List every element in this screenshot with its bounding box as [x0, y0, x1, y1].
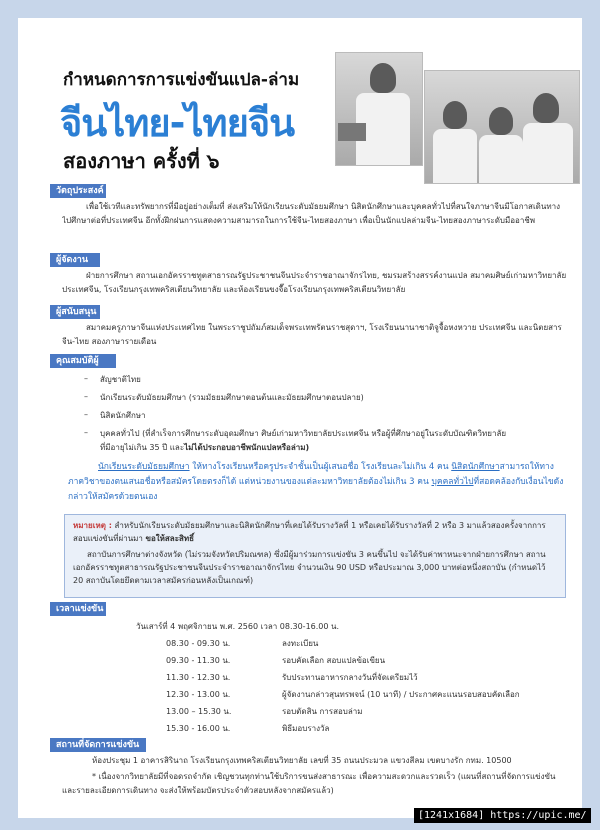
schedule-activity: พิธีมอบรางวัล	[282, 724, 330, 733]
qualification-item: นักเรียนระดับมัธยมศึกษา (รวมมัธยมศึกษาตอนต้นและมัธยมศึกษาตอนปลาย)	[100, 393, 364, 402]
schedule-time: 15.30 - 16.00 น.	[166, 724, 231, 733]
objective-text: เพื่อใช้เวทีและทรัพยากรที่มีอยู่อย่างเต็มที่ ส่งเสริมให้นักเรียนระดับมัธยมศึกษา นิสิตนักศึกษาและบุคคลทั่วไปที่สนใจภาษาจีนมีโอกาสเดินทางไปศึกษาต่อที่ประเทศจีน อีกทั้งฝึกฝนการแสดงความสามารถในการใช้จีน-ไทยสองภาษา เพื่อเป็นนักแปลล่ามจีน-ไทยสองภาษาระดับมืออาชีพ	[62, 202, 561, 225]
title-line-2: จีนไทย-ไทยจีน	[60, 101, 295, 145]
photo-certificate	[338, 123, 366, 141]
title-line-3: สองภาษา ครั้งที่ ๖	[63, 149, 220, 173]
list-dash: –	[84, 374, 88, 383]
schedule-activity: รับประทานอาหารกลางวันที่จัดเตรียมไว้	[282, 673, 418, 682]
schedule-activity: รอบตัดสิน การสอบล่าม	[282, 707, 363, 716]
note-line-1-text: สำหรับนักเรียนระดับมัธยมศึกษาและนิสิตนักศึกษาที่เคยได้รับรางวัลที่ 1 หรือเคยได้รับรางวัลที่ 2 หรือ 3 มาแล้วสองครั้งจากการสอบแข่งขันที่ผ่านมา	[73, 521, 546, 543]
note-line-1-bold: ขอให้สละสิทธิ์	[145, 534, 195, 543]
note-box	[64, 514, 566, 598]
venue-parking-note: * เนื่องจากวิทยาลัยมีที่จอดรถจำกัด เชิญชวนทุกท่านใช้บริการขนส่งสาธารณะ เพื่อความสะดวกและรวดเร็ว (แผนที่สถานที่จัดการแข่งขันและรายละเอียดการเดินทาง จะส่งให้พร้อมบัตรประจำตัวสอบหลังจากสมัครแล้ว)	[62, 772, 556, 795]
list-dash: –	[84, 428, 88, 437]
section-heading-organizer: ผู้จัดงาน	[50, 253, 100, 267]
section-heading-schedule: เวลาแข่งขัน	[50, 602, 106, 616]
schedule-time: 09.30 - 11.30 น.	[166, 656, 231, 665]
sponsor-text: สมาคมครูภาษาจีนแห่งประเทศไทย ในพระราชูปถัมภ์สมเด็จพระเทพรัตนราชสุดาฯ, โรงเรียนนานาชาติจูจื้อหงหวาย ประเทศจีน และนิตยสารจีน-ไทย สองภาษารายเดือน	[62, 323, 562, 346]
conditions-student-text: ให้ทางโรงเรียนหรือครูประจำชั้นเป็นผู้เสนอชื่อ โรงเรียนละไม่เกิน 4 คน	[189, 462, 452, 472]
conditions-university-text: สามารถให้ทางภาควิชาของตนเสนอชื่อหรือสมัครโดยตรงก็ได้ แต่หน่วยงานของแต่ละมหาวิทยาลัยต้องไม่เกิน 3 คน	[68, 462, 554, 487]
photo-student-2-body	[479, 135, 523, 183]
qualification-item-continued	[100, 441, 560, 454]
qualification-item-bold: ไม่ได้ประกอบอาชีพนักแปลหรือล่าม)	[184, 443, 310, 452]
qualification-item: นิสิตนักศึกษา	[100, 411, 146, 420]
award-photo	[335, 52, 423, 166]
note-label: หมายเหตุ :	[73, 521, 112, 530]
schedule-activity: ลงทะเบียน	[282, 639, 319, 648]
conditions-paragraph	[68, 460, 568, 506]
section-heading-venue: สถานที่จัดการแข่งขัน	[50, 738, 146, 752]
schedule-time: 08.30 - 09.30 น.	[166, 639, 231, 648]
list-dash: –	[84, 410, 88, 419]
section-heading-sponsor: ผู้สนับสนุน	[50, 305, 100, 319]
photo-student-3-head	[533, 93, 559, 123]
photo-person-head	[370, 63, 396, 93]
qualification-item-continued-text: ที่มีอายุไม่เกิน 35 ปี และ	[100, 443, 185, 452]
schedule-activity: ผู้จัดงานกล่าวสุนทรพจน์ (10 นาที) / ประกาศคะแนนรอบสอบคัดเลือก	[282, 690, 520, 699]
schedule-time: 11.30 - 12.30 น.	[166, 673, 231, 682]
conditions-general-label: บุคคลทั่วไป	[431, 477, 474, 487]
qualification-item: สัญชาติไทย	[100, 375, 141, 384]
poster-page	[18, 18, 582, 818]
schedule-time: 13.00 – 15.30 น.	[166, 707, 232, 716]
schedule-activity: รอบคัดเลือก สอบแปลข้อเขียน	[282, 656, 386, 665]
students-photo	[424, 70, 580, 184]
photo-student-1-body	[433, 129, 477, 183]
section-heading-objective: วัตถุประสงค์	[50, 184, 106, 198]
venue-address: ห้องประชุม 1 อาคารสิรินาถ โรงเรียนกรุงเทพคริสเตียนวิทยาลัย เลขที่ 35 ถนนประมวล แขวงสีลม เขตบางรัก กทม. 10500	[92, 756, 512, 765]
title-line-1: กำหนดการการแข่งขันแปล-ล่าม	[63, 70, 300, 90]
schedule-time: 12.30 - 13.00 น.	[166, 690, 231, 699]
photo-student-1-head	[443, 101, 467, 129]
section-heading-qualifications: คุณสมบัติผู้สมัคร	[50, 354, 116, 368]
conditions-general-text: ที่สอดคล้องกับเงื่อนไขดังกล่าวให้สมัครด้วยตนเอง	[68, 477, 564, 502]
organizer-text: ฝ่ายการศึกษา สถานเอกอัครราชทูตสาธารณรัฐประชาชนจีนประจำราชอาณาจักรไทย, ชมรมสร้างสรรค์งานแปล สมาคมศิษย์เก่ามหาวิทยาลัยประเทศจีน, โรงเรียนกรุงเทพคริสเตียนวิทยาลัย และห้องเรียนขงจื๊อโรงเรียนกรุงเทพคริสเตียนวิทยาลัย	[62, 271, 567, 294]
image-size-badge: [1241x1684] https://upic.me/	[414, 808, 591, 823]
qualification-item: บุคคลทั่วไป (ที่สำเร็จการศึกษาระดับอุดมศึกษา ศิษย์เก่ามหาวิทยาลัยประเทศจีน หรือผู้ที่ศึกษาอยู่ในระดับบัณฑิตวิทยาลัย	[100, 429, 507, 438]
conditions-university-label: นิสิตนักศึกษา	[451, 462, 500, 472]
photo-student-2-head	[489, 107, 513, 135]
schedule-date: วันเสาร์ที่ 4 พฤศจิกายน พ.ศ. 2560 เวลา 08.30-16.00 น.	[136, 622, 340, 631]
conditions-student-label: นักเรียนระดับมัธยมศึกษา	[98, 462, 190, 472]
note-line-2: สถาบันการศึกษาต่างจังหวัด (ไม่รวมจังหวัดปริมณฑล) ซึ่งมีผู้มาร่วมการแข่งขัน 3 คนขึ้นไป จะได้รับค่าพาหนะจากฝ่ายการศึกษา สถานเอกอัครราชทูตสาธารณรัฐประชาชนจีนประจำราชอาณาจักรไทย จำนวนเงิน 90 USD หรือประมาณ 3,000 บาทต่อหนึ่งสถาบัน (กำหนดไว้ 20 สถาบันโดยยึดตามเวลาสมัครก่อนหลังเป็นเกณฑ์)	[73, 550, 546, 585]
list-dash: –	[84, 392, 88, 401]
photo-student-3-body	[523, 123, 573, 183]
note-line-1	[73, 519, 557, 547]
